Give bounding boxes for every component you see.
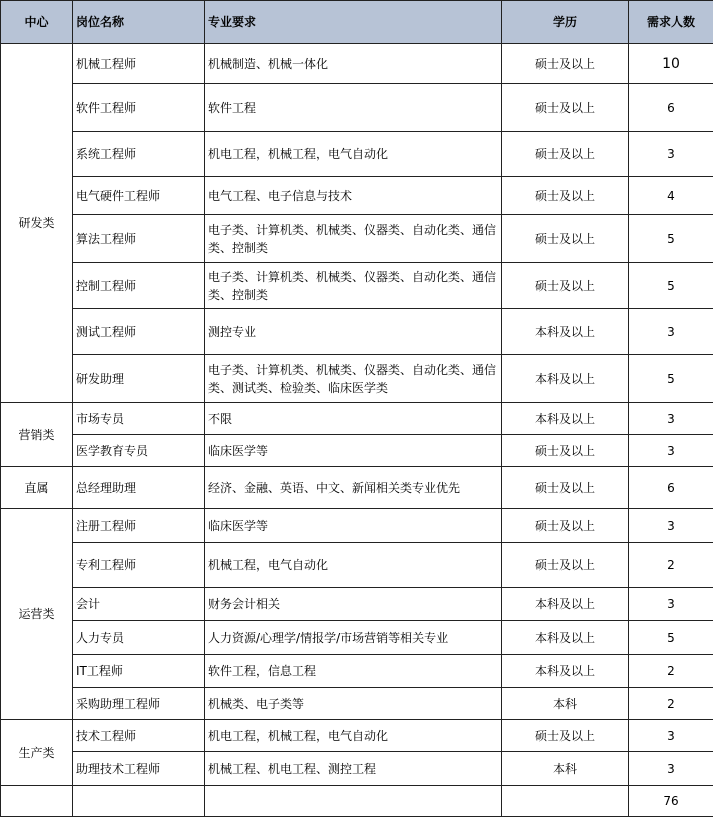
table-row: [1, 688, 713, 720]
position-cell: 市场专员: [73, 403, 205, 435]
position-cell: 注册工程师: [73, 509, 205, 543]
table-row: [1, 263, 713, 309]
table-row: [1, 543, 713, 588]
count-cell: 3: [629, 435, 713, 467]
table-row: [1, 44, 713, 84]
empty-cell: [1, 786, 73, 817]
count-cell: 3: [629, 720, 713, 752]
table-body: [1, 44, 713, 817]
position-cell: 专利工程师: [73, 543, 205, 588]
education-cell: 硕士及以上: [502, 509, 629, 543]
table-row: [1, 467, 713, 509]
position-cell: 算法工程师: [73, 215, 205, 263]
empty-cell: [73, 786, 205, 817]
education-cell: 硕士及以上: [502, 132, 629, 177]
count-cell: 4: [629, 177, 713, 215]
education-cell: 本科及以上: [502, 621, 629, 655]
major-cell: 人力资源/心理学/情报学/市场营销等相关专业: [205, 621, 502, 655]
count-cell: 2: [629, 543, 713, 588]
major-cell: 电子类、计算机类、机械类、仪器类、自动化类、通信类、测试类、检验类、临床医学类: [205, 355, 502, 403]
total-count-cell: 76: [629, 786, 713, 817]
table-row: [1, 621, 713, 655]
position-cell: 电气硬件工程师: [73, 177, 205, 215]
position-cell: 医学教育专员: [73, 435, 205, 467]
table-row: [1, 435, 713, 467]
education-cell: 硕士及以上: [502, 84, 629, 132]
major-cell: 机械类、电子类等: [205, 688, 502, 720]
count-cell: 6: [629, 467, 713, 509]
header-count: 需求人数: [629, 1, 713, 44]
table-row: [1, 355, 713, 403]
total-row: [1, 786, 713, 817]
major-cell: 电气工程、电子信息与技术: [205, 177, 502, 215]
position-cell: 技术工程师: [73, 720, 205, 752]
count-cell: 3: [629, 752, 713, 786]
education-cell: 硕士及以上: [502, 215, 629, 263]
count-cell: 5: [629, 215, 713, 263]
major-cell: 机械制造、机械一体化: [205, 44, 502, 84]
header-center: 中心: [1, 1, 73, 44]
header-education: 学历: [502, 1, 629, 44]
education-cell: 硕士及以上: [502, 44, 629, 84]
position-cell: 系统工程师: [73, 132, 205, 177]
education-cell: 硕士及以上: [502, 720, 629, 752]
major-cell: 软件工程: [205, 84, 502, 132]
position-cell: 机械工程师: [73, 44, 205, 84]
education-cell: 硕士及以上: [502, 263, 629, 309]
major-cell: 经济、金融、英语、中文、新闻相关类专业优先: [205, 467, 502, 509]
header-position: 岗位名称: [73, 1, 205, 44]
position-cell: 控制工程师: [73, 263, 205, 309]
count-cell: 2: [629, 655, 713, 688]
table-row: [1, 309, 713, 355]
table-row: [1, 752, 713, 786]
position-cell: 总经理助理: [73, 467, 205, 509]
education-cell: 本科及以上: [502, 588, 629, 621]
position-cell: IT工程师: [73, 655, 205, 688]
count-cell: 3: [629, 132, 713, 177]
table-row: [1, 84, 713, 132]
major-cell: 测控专业: [205, 309, 502, 355]
position-cell: 软件工程师: [73, 84, 205, 132]
position-cell: 测试工程师: [73, 309, 205, 355]
count-cell: 3: [629, 509, 713, 543]
major-cell: 机电工程，机械工程，电气自动化: [205, 132, 502, 177]
table-row: [1, 588, 713, 621]
position-cell: 人力专员: [73, 621, 205, 655]
major-cell: 财务会计相关: [205, 588, 502, 621]
position-cell: 会计: [73, 588, 205, 621]
table-row: [1, 403, 713, 435]
major-cell: 机械工程、机电工程、测控工程: [205, 752, 502, 786]
center-cell: 运营类: [1, 509, 73, 720]
table-row: [1, 720, 713, 752]
table-row: [1, 509, 713, 543]
major-cell: 机电工程，机械工程，电气自动化: [205, 720, 502, 752]
education-cell: 本科: [502, 688, 629, 720]
center-cell: 生产类: [1, 720, 73, 786]
table-row: [1, 177, 713, 215]
position-cell: 助理技术工程师: [73, 752, 205, 786]
education-cell: 本科: [502, 752, 629, 786]
education-cell: 本科及以上: [502, 403, 629, 435]
center-cell: 研发类: [1, 44, 73, 403]
count-cell: 10: [629, 44, 713, 84]
education-cell: 本科及以上: [502, 309, 629, 355]
count-cell: 3: [629, 403, 713, 435]
education-cell: 本科及以上: [502, 355, 629, 403]
position-cell: 研发助理: [73, 355, 205, 403]
count-cell: 5: [629, 621, 713, 655]
education-cell: 硕士及以上: [502, 435, 629, 467]
table-row: [1, 215, 713, 263]
header-major: 专业要求: [205, 1, 502, 44]
empty-cell: [502, 786, 629, 817]
center-cell: 直属: [1, 467, 73, 509]
major-cell: 软件工程，信息工程: [205, 655, 502, 688]
count-cell: 3: [629, 309, 713, 355]
major-cell: 电子类、计算机类、机械类、仪器类、自动化类、通信类、控制类: [205, 215, 502, 263]
empty-cell: [205, 786, 502, 817]
education-cell: 硕士及以上: [502, 177, 629, 215]
count-cell: 6: [629, 84, 713, 132]
major-cell: 机械工程，电气自动化: [205, 543, 502, 588]
count-cell: 5: [629, 355, 713, 403]
count-cell: 5: [629, 263, 713, 309]
education-cell: 硕士及以上: [502, 543, 629, 588]
position-cell: 采购助理工程师: [73, 688, 205, 720]
center-cell: 营销类: [1, 403, 73, 467]
major-cell: 临床医学等: [205, 435, 502, 467]
count-cell: 2: [629, 688, 713, 720]
major-cell: 电子类、计算机类、机械类、仪器类、自动化类、通信类、控制类: [205, 263, 502, 309]
education-cell: 本科及以上: [502, 655, 629, 688]
education-cell: 硕士及以上: [502, 467, 629, 509]
table-row: [1, 132, 713, 177]
table-row: [1, 655, 713, 688]
major-cell: 临床医学等: [205, 509, 502, 543]
count-cell: 3: [629, 588, 713, 621]
major-cell: 不限: [205, 403, 502, 435]
header-row: [1, 1, 713, 44]
